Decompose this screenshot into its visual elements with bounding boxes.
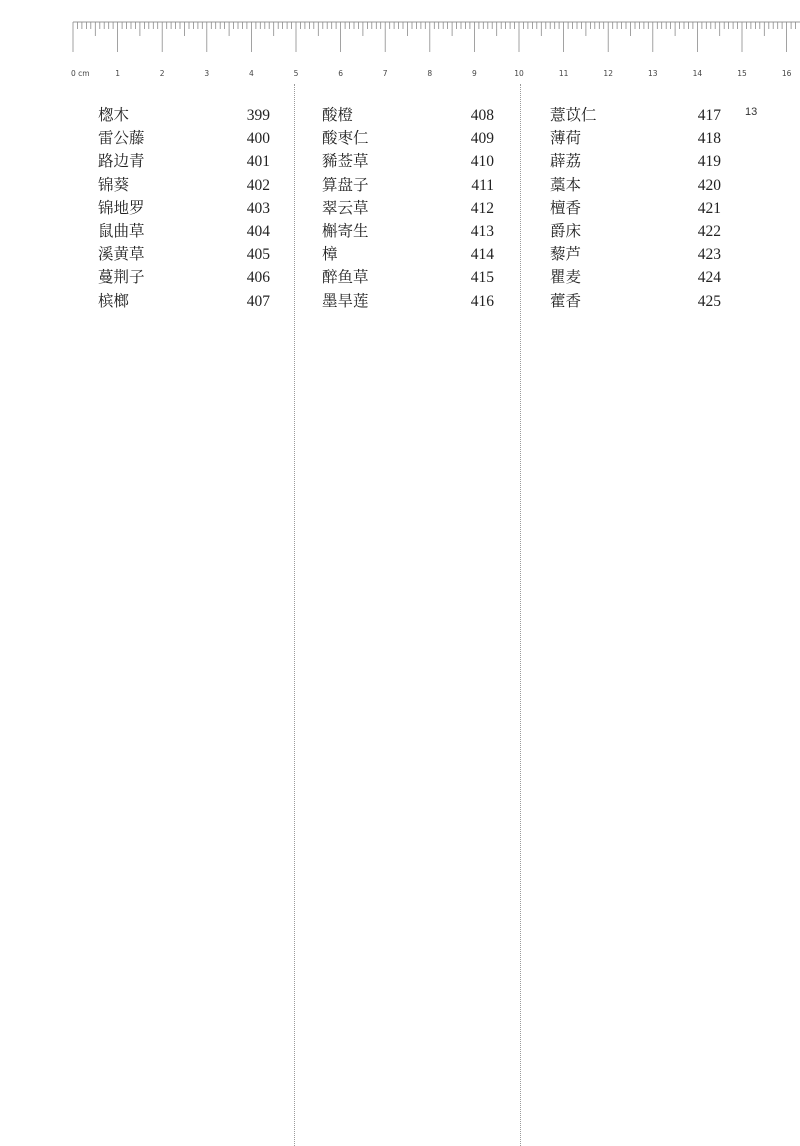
ruler-label: 8 <box>427 69 433 78</box>
entry-page: 410 <box>470 153 494 171</box>
ruler-label: 6 <box>338 69 343 78</box>
index-entry <box>98 150 270 173</box>
index-entry <box>98 104 270 127</box>
index-entry <box>98 290 270 313</box>
entry-page: 415 <box>470 269 494 287</box>
entry-page: 399 <box>246 107 270 124</box>
index-entry <box>98 197 270 220</box>
entry-name: 槟榔 <box>98 291 130 310</box>
index-column-1 <box>98 104 270 313</box>
entry-name: 锦地罗 <box>98 198 145 217</box>
entry-name: 爵床 <box>550 221 582 240</box>
index-entry <box>550 220 721 243</box>
ruler <box>0 0 800 90</box>
entry-page: 406 <box>246 269 270 287</box>
entry-page: 414 <box>470 246 494 264</box>
entry-page: 405 <box>246 246 270 264</box>
ruler-label: 2 <box>159 69 165 78</box>
index-entry <box>550 266 721 289</box>
entry-page: 411 <box>471 176 494 194</box>
entry-page: 402 <box>246 176 270 194</box>
index-entry <box>322 174 494 197</box>
entry-name: 鼠曲草 <box>98 221 145 240</box>
entry-page: 421 <box>697 199 721 217</box>
entry-page: 419 <box>697 153 721 171</box>
index-entry <box>550 243 721 266</box>
entry-name: 路边青 <box>98 152 145 171</box>
entry-page: 425 <box>697 292 721 310</box>
ruler-label: 11 <box>558 69 569 78</box>
entry-page: 408 <box>470 107 494 124</box>
index-entry <box>98 220 270 243</box>
entry-name: 楤木 <box>98 106 130 124</box>
entry-name: 薄荷 <box>550 129 582 148</box>
column-separator <box>520 84 521 1146</box>
entry-page: 401 <box>246 153 270 171</box>
entry-name: 酸橙 <box>322 106 354 124</box>
index-entry <box>322 150 494 173</box>
index-entry <box>322 243 494 266</box>
entry-page: 423 <box>697 246 721 264</box>
ruler-label: 3 <box>204 69 210 78</box>
entry-name: 瞿麦 <box>550 268 582 287</box>
entry-name: 豨莶草 <box>322 152 369 171</box>
ruler-label: 5 <box>293 69 299 78</box>
ruler-label: 12 <box>603 69 613 78</box>
ruler-label: 7 <box>382 69 388 78</box>
index-entry <box>98 174 270 197</box>
entry-name: 醉鱼草 <box>322 268 369 287</box>
entry-name: 樟 <box>322 245 338 264</box>
entry-name: 藜芦 <box>550 245 582 264</box>
entry-page: 413 <box>470 222 494 240</box>
entry-name: 溪黄草 <box>98 245 145 264</box>
index-entry <box>322 197 494 220</box>
entry-page: 404 <box>246 222 270 240</box>
index-entry <box>550 290 721 313</box>
ruler-label: 4 <box>249 69 254 78</box>
entry-name: 槲寄生 <box>322 221 369 240</box>
index-entry <box>98 127 270 150</box>
entry-name: 墨旱莲 <box>322 291 369 310</box>
entry-name: 雷公藤 <box>98 129 145 148</box>
page-number: 13 <box>745 106 758 118</box>
entry-name: 算盘子 <box>322 175 369 194</box>
ruler-label: 0 cm <box>71 69 90 78</box>
ruler-label: 1 <box>115 69 120 78</box>
ruler-labels <box>71 69 792 78</box>
entry-name: 藁本 <box>550 175 582 194</box>
entry-name: 蔓荆子 <box>98 268 145 287</box>
ruler-label: 10 <box>514 69 524 78</box>
index-entry <box>322 220 494 243</box>
entry-name: 酸枣仁 <box>322 129 369 148</box>
index-entry <box>550 174 721 197</box>
index-entry <box>322 104 494 127</box>
entry-page: 407 <box>246 292 270 310</box>
entry-page: 420 <box>697 176 721 194</box>
column-separator <box>294 84 295 1146</box>
entry-page: 417 <box>697 107 721 124</box>
ruler-label: 13 <box>648 69 658 78</box>
index-entry <box>98 243 270 266</box>
index-entry <box>550 127 721 150</box>
index-entry <box>322 290 494 313</box>
ruler-ticks <box>73 22 800 52</box>
index-entry <box>322 266 494 289</box>
index-entry <box>550 150 721 173</box>
entry-page: 403 <box>246 199 270 217</box>
ruler-label: 14 <box>692 69 703 78</box>
index-column-2 <box>322 104 494 313</box>
index-entry <box>322 127 494 150</box>
entry-page: 424 <box>697 269 721 287</box>
index-entry <box>550 197 721 220</box>
entry-page: 418 <box>697 130 721 148</box>
entry-name: 锦葵 <box>98 175 130 194</box>
entry-name: 檀香 <box>550 198 582 217</box>
entry-page: 422 <box>697 222 721 240</box>
entry-page: 416 <box>470 292 494 310</box>
index-entry <box>550 104 721 127</box>
entry-page: 409 <box>470 130 494 148</box>
index-column-3 <box>550 104 721 313</box>
entry-name: 薏苡仁 <box>550 106 597 124</box>
index-entry <box>98 266 270 289</box>
ruler-label: 15 <box>737 69 747 78</box>
entry-page: 412 <box>470 199 494 217</box>
ruler-label: 9 <box>472 69 477 78</box>
entry-name: 薜荔 <box>550 152 582 171</box>
entry-name: 翠云草 <box>322 198 369 217</box>
entry-page: 400 <box>246 130 270 148</box>
entry-name: 藿香 <box>550 291 582 310</box>
ruler-label: 16 <box>781 69 792 78</box>
